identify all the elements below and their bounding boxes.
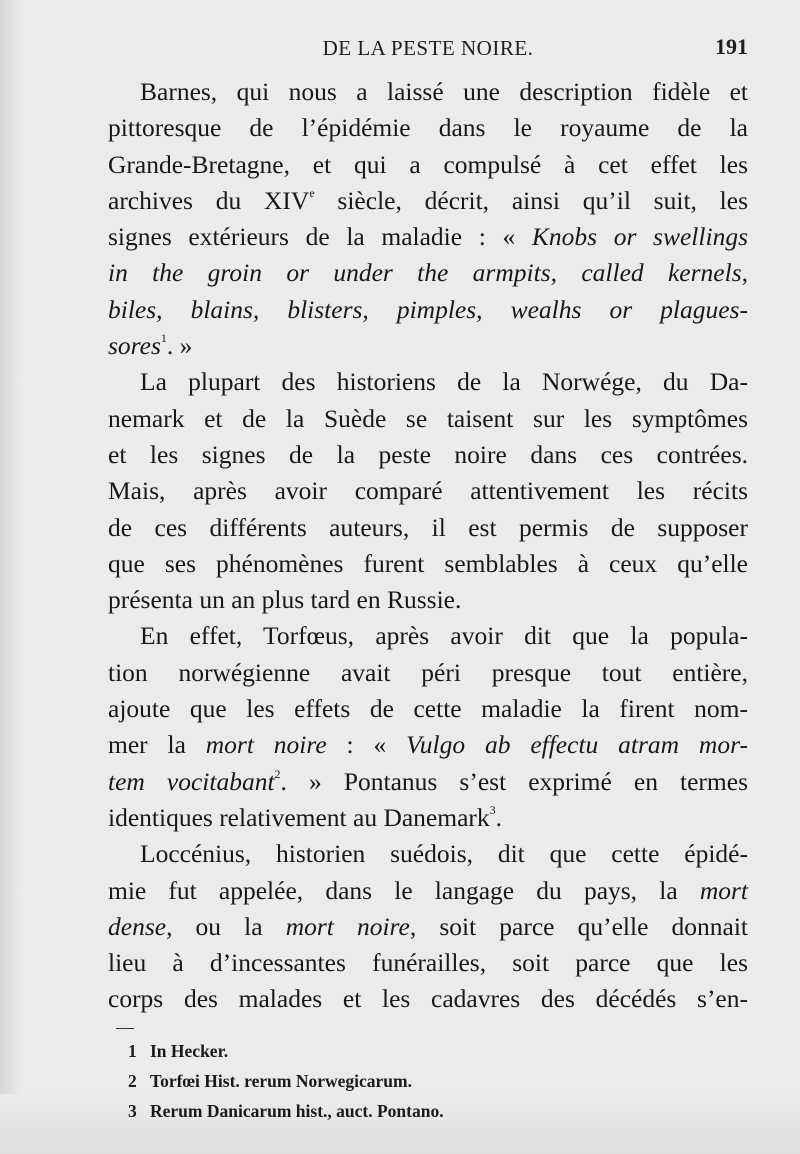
text-run: pittoresque de l’épidémie dans le royaume de la (108, 113, 748, 143)
text-run: et les signes de la peste noire dans ces contrées. (108, 439, 748, 469)
text-line (108, 764, 748, 800)
text-run: nemark et de la Suède se taisent sur les symptômes (108, 403, 748, 433)
text-line (108, 582, 748, 618)
italic-text: mort noire (285, 911, 410, 941)
text-line (108, 909, 748, 945)
text-run: , ou la (166, 911, 286, 941)
footnote-text: In Hecker. (150, 1041, 229, 1061)
footnote-rule (116, 1028, 134, 1029)
footnote-number: 1 (128, 1041, 137, 1061)
text-run: identiques relativement au Danemark (108, 802, 490, 832)
footnote-number: 3 (128, 1101, 137, 1121)
page-left-edge-shadow (0, 0, 22, 1154)
footnote-number: 2 (128, 1071, 137, 1091)
text-line (108, 691, 748, 727)
text-line (108, 183, 748, 219)
text-run: En effet, Torfœus, après avoir dit que la popula- (140, 621, 748, 651)
italic-text: Vulgo ab effectu atram mor- (406, 730, 748, 760)
italic-text: sores (108, 331, 161, 361)
text-line (108, 328, 748, 364)
text-run: signes extérieurs de la maladie : « (108, 222, 532, 252)
text-line (108, 219, 748, 255)
italic-text: tem vocitabant (108, 766, 275, 796)
footnote (128, 1036, 688, 1066)
footnote (128, 1066, 688, 1096)
text-line (108, 437, 748, 473)
paragraph (108, 618, 748, 836)
text-line (108, 510, 748, 546)
text-run: siècle, décrit, ainsi qu’il suit, les (314, 185, 748, 215)
footnote-text: Rerum Danicarum hist., auct. Pontano. (150, 1101, 444, 1121)
text-line (108, 546, 748, 582)
text-run: de ces différents auteurs, il est permis de supposer (108, 512, 748, 542)
text-line (108, 727, 748, 763)
paragraph (108, 364, 748, 618)
text-run: Grande-Bretagne, et qui a compulsé à cet effet les (108, 149, 748, 179)
text-run: présenta un an plus tard en Russie. (108, 585, 462, 615)
page-number: 191 (715, 34, 748, 59)
text-run: . » Pontanus s’est exprimé en termes (280, 766, 748, 796)
text-run: . (495, 802, 503, 832)
footnote-reference: e (309, 185, 315, 200)
footnote-reference: 2 (274, 766, 281, 781)
footnote (128, 1096, 688, 1126)
text-run: archives du XIV (108, 185, 310, 215)
text-run: tion norwégienne avait péri presque tout entière, (108, 657, 748, 687)
text-line (108, 873, 748, 909)
italic-text: Knobs or swellings (531, 222, 748, 252)
italic-text: dense (108, 911, 167, 941)
text-run: , soit parce qu’elle donnait (409, 911, 749, 941)
footnote-reference: 1 (160, 331, 167, 346)
text-run: Loccénius, historien suédois, dit que cette épidé- (140, 839, 748, 869)
text-run: lieu à d’incessantes funérailles, soit parce que les (108, 948, 748, 978)
text-line (108, 655, 748, 691)
text-run: Mais, après avoir comparé attentivement les récits (108, 476, 748, 506)
text-run: ajoute que les effets de cette maladie la firent nom- (108, 694, 748, 724)
text-line (108, 110, 748, 146)
text-line (108, 800, 748, 836)
text-line (108, 255, 748, 291)
text-line (108, 981, 748, 1017)
italic-text: in the groin or under the armpits, called kernels, (108, 258, 748, 288)
text-run: corps des malades et les cadavres des décédés s’en- (108, 984, 748, 1014)
text-line (108, 292, 748, 328)
text-run: mer la (108, 730, 206, 760)
page-header (108, 32, 748, 66)
text-line (108, 836, 748, 872)
running-head: DE LA PESTE NOIRE. (322, 36, 534, 60)
footnote-reference: 3 (489, 802, 496, 817)
text-line (108, 945, 748, 981)
italic-text: mort noire (205, 730, 327, 760)
footnote-text: Torfœi Hist. rerum Norwegicarum. (150, 1071, 412, 1091)
text-run: . » (166, 331, 193, 361)
body-text (108, 74, 748, 1018)
text-line (108, 74, 748, 110)
text-line (108, 473, 748, 509)
text-run: que ses phénomènes furent semblables à ceux qu’elle (108, 548, 748, 578)
text-run: mie fut appelée, dans le langage du pays, la (108, 875, 700, 905)
text-line (108, 401, 748, 437)
italic-text: biles, blains, blisters, pimples, wealhs or plagues- (108, 294, 748, 324)
paragraph (108, 74, 748, 364)
italic-text: mort (699, 875, 748, 905)
text-run: : « (326, 730, 407, 760)
paragraph (108, 836, 748, 1017)
text-line (108, 618, 748, 654)
text-run: La plupart des historiens de la Norwége, du Da- (140, 367, 748, 397)
footnotes (128, 1036, 688, 1126)
text-run: Barnes, qui nous a laissé une description fidèle et (140, 77, 748, 106)
text-line (108, 364, 748, 400)
text-line (108, 147, 748, 183)
